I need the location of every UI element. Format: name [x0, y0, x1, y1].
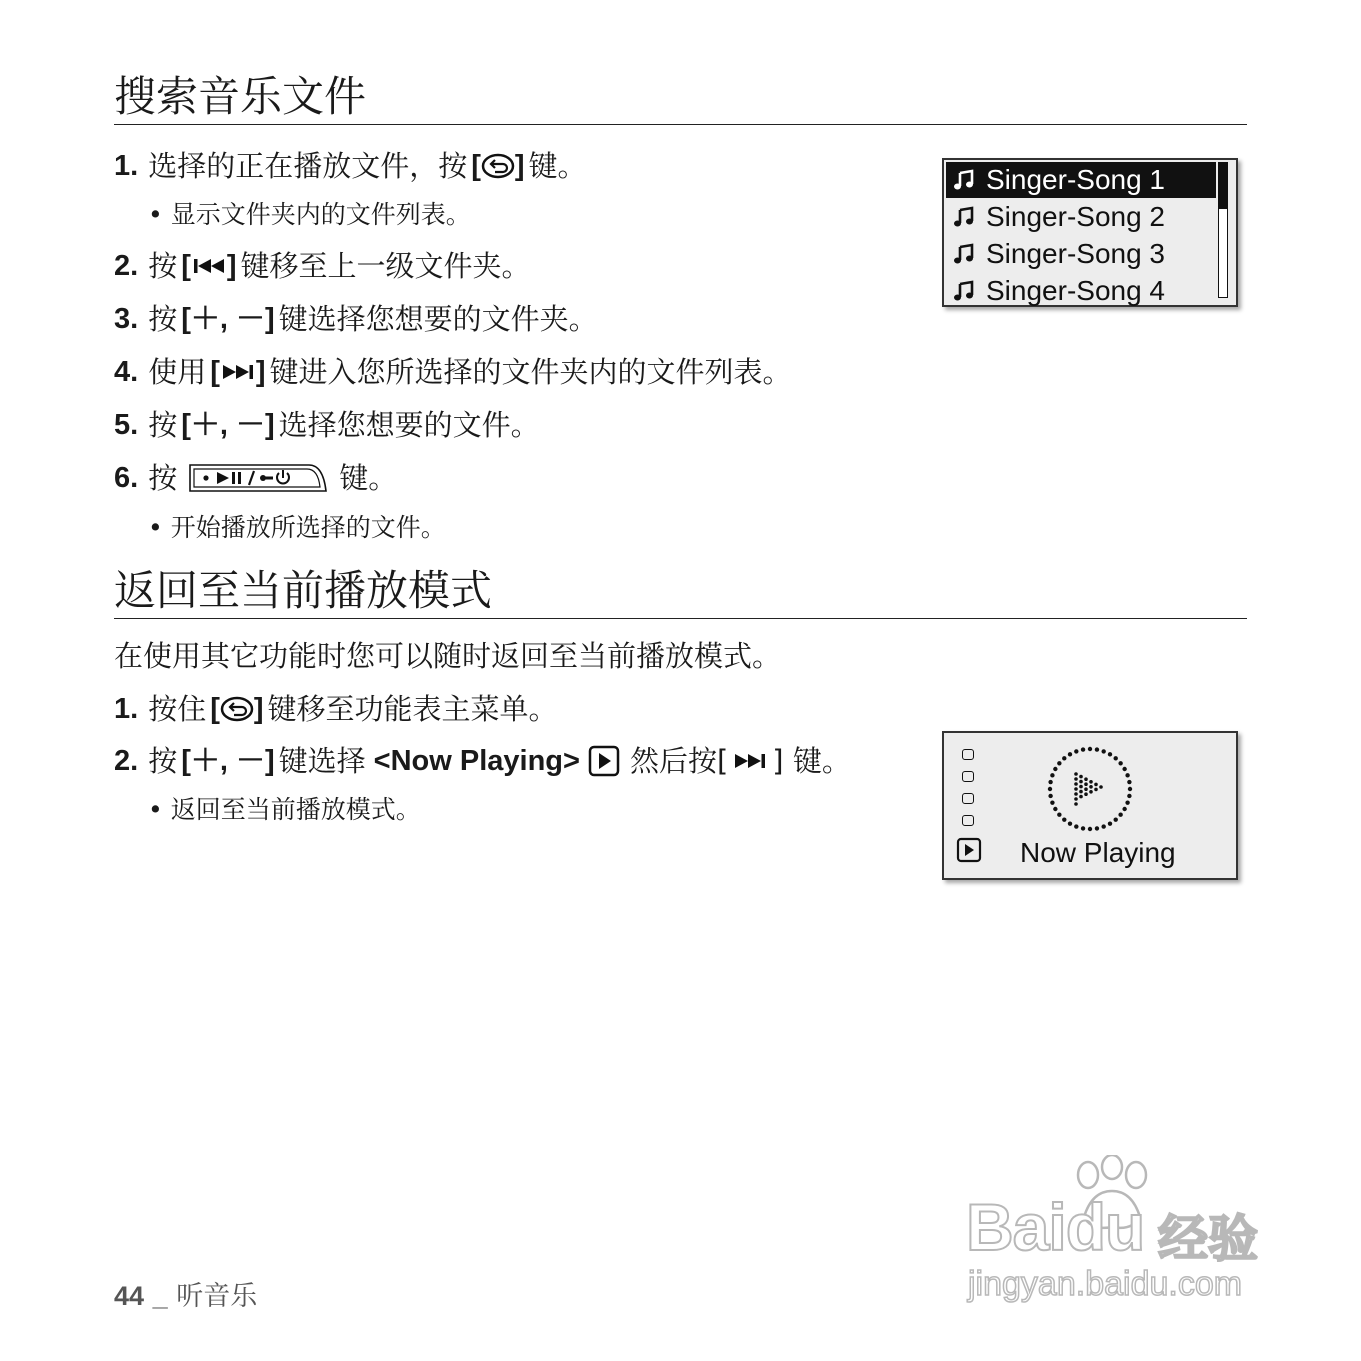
- song-list-item[interactable]: [946, 236, 1216, 272]
- song-list-item[interactable]: [946, 273, 1216, 309]
- bracket-right: ]: [226, 250, 237, 282]
- song-list-item[interactable]: [946, 199, 1216, 235]
- bracket-right: ]: [255, 356, 266, 388]
- scrollbar-thumb: [1219, 163, 1227, 209]
- device-screen-now-playing: [942, 731, 1238, 880]
- step-5: [114, 405, 540, 445]
- back-key: [471, 146, 524, 186]
- skip-forward-icon: [732, 750, 768, 772]
- step-number: 2.: [114, 250, 139, 282]
- now-playing-icon: [956, 837, 982, 863]
- back-icon: [481, 153, 515, 179]
- music-note-icon: [952, 279, 982, 303]
- bracket-right: ]: [514, 150, 525, 182]
- step-text: 按: [148, 744, 178, 778]
- play-circle-icon: [1044, 743, 1136, 835]
- footer-section: 听音乐: [176, 1281, 258, 1312]
- music-note-icon: [952, 205, 982, 229]
- step-6-note: • 开始播放所选择的文件。: [148, 511, 446, 545]
- step-text: 使用: [148, 355, 207, 389]
- back-icon: [220, 696, 254, 722]
- footer-separator: _: [152, 1281, 168, 1311]
- step-1: [114, 146, 587, 186]
- step-text: 按: [148, 461, 178, 495]
- song-title: Singer-Song 3: [986, 238, 1166, 269]
- step-number: 4.: [114, 356, 139, 388]
- page-number: 44: [114, 1281, 145, 1311]
- next-key: [210, 352, 265, 392]
- device-screen-file-list: [942, 158, 1238, 307]
- song-list-item[interactable]: [946, 162, 1216, 198]
- step-2: [114, 741, 851, 781]
- song-title: Singer-Song 4: [986, 275, 1166, 306]
- now-playing-label: Now Playing: [1020, 837, 1176, 868]
- music-note-icon: [952, 242, 982, 266]
- music-note-icon: [952, 168, 982, 192]
- menu-item-icon: [962, 749, 974, 760]
- step-number: 1.: [114, 693, 139, 725]
- step-number: 6.: [114, 462, 139, 494]
- step-number: 5.: [114, 409, 139, 441]
- song-title: Singer-Song 2: [986, 201, 1166, 232]
- step-text-end: 键选择您想要的文件夹。: [278, 302, 598, 336]
- step-text: 选择的正在播放文件，按: [148, 149, 468, 183]
- watermark-brand: Baidu: [966, 1190, 1145, 1264]
- step-text-end: 键。: [528, 149, 587, 183]
- step-text-end: 键移至功能表主菜单。: [267, 692, 558, 726]
- section-title-search-music: 搜索音乐文件: [114, 76, 1247, 125]
- previous-key: [181, 246, 236, 286]
- baidu-watermark: [962, 1155, 1282, 1315]
- step-2-note: • 返回至当前播放模式。: [148, 793, 421, 827]
- step-text: 按: [148, 408, 178, 442]
- section-intro: 在使用其它功能时您可以随时返回至当前播放模式。: [114, 639, 782, 673]
- skip-back-icon: [191, 255, 227, 277]
- step-text: 按: [148, 302, 178, 336]
- song-title: Singer-Song 1: [986, 164, 1166, 195]
- skip-forward-icon: [220, 361, 256, 383]
- play-pause-power-key-icon: [187, 461, 329, 495]
- step-text-end: 键进入您所选择的文件夹内的文件列表。: [269, 355, 792, 389]
- step-4: [114, 352, 792, 392]
- menu-item-icon: [962, 793, 974, 804]
- bracket-right: ]: [253, 693, 264, 725]
- volume-keys: [＋, －]: [181, 303, 275, 335]
- menu-item-icon: [962, 771, 974, 782]
- step-1: [114, 689, 558, 729]
- now-playing-icon: [588, 745, 620, 777]
- step-3: [114, 299, 598, 339]
- page-footer: [114, 1274, 257, 1313]
- bracket-left: [: [210, 693, 220, 725]
- step-text-end: 选择您想要的文件。: [278, 408, 540, 442]
- step-text-end: 键。: [339, 461, 398, 495]
- step-number: 3.: [114, 303, 139, 335]
- step-text-end: 键移至上一级文件夹。: [240, 249, 531, 283]
- volume-keys: [＋, －]: [181, 409, 275, 441]
- step-text: 按: [148, 249, 178, 283]
- watermark-brand-cn: 经验: [1158, 1210, 1258, 1268]
- back-key: [210, 689, 263, 729]
- step-number: 1.: [114, 150, 139, 182]
- section-title-return-now-playing: 返回至当前播放模式: [114, 570, 1247, 619]
- step-1-note: • 显示文件夹内的文件列表。: [148, 198, 471, 232]
- bracket-left: [: [181, 250, 191, 282]
- step-text-then: 然后按[: [629, 744, 729, 778]
- step-text-mid: 键选择: [278, 744, 366, 778]
- step-2: [114, 246, 531, 286]
- scrollbar: [1218, 162, 1228, 298]
- volume-keys: [＋, －]: [181, 745, 275, 777]
- step-6: [114, 458, 397, 498]
- step-text: 按住: [148, 692, 207, 726]
- bracket-left: [: [210, 356, 220, 388]
- now-playing-tag: <Now Playing>: [373, 745, 580, 777]
- watermark-url: jingyan.baidu.com: [968, 1265, 1243, 1303]
- menu-item-icon: [962, 815, 974, 826]
- step-number: 2.: [114, 745, 139, 777]
- step-text-end: ] 键。: [772, 744, 851, 778]
- bracket-left: [: [471, 150, 481, 182]
